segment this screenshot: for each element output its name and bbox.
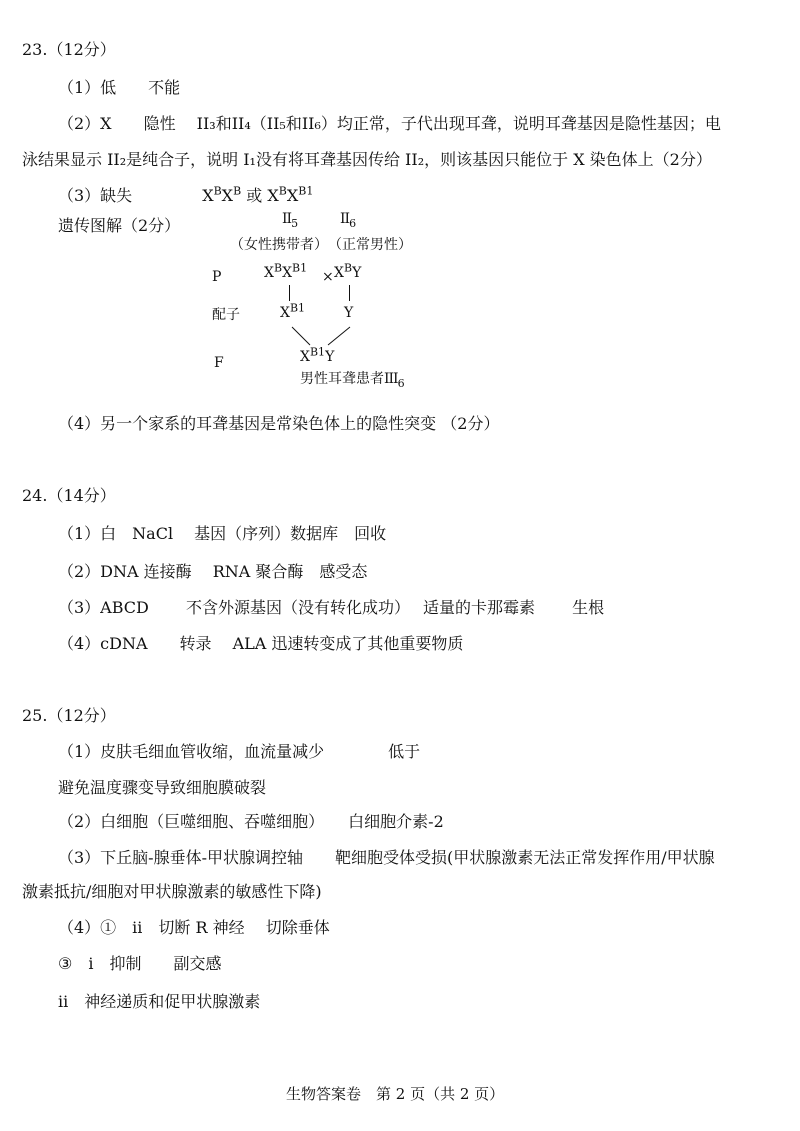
parent-male-genotype: $X^BY$ (334, 261, 362, 281)
parent-female-genotype: $X^BX^{B1}$ (264, 261, 308, 281)
q25-answer-4b: ③ i 抑制 副交感 (58, 954, 222, 973)
q25-answer-1: （1）皮肤毛细血管收缩，血流量减少 低于 (58, 742, 421, 761)
q23-header: 23.（12分） (22, 40, 116, 59)
q25-answer-3-line2: 激素抵抗/细胞对甲状腺激素的敏感性下降) (22, 882, 322, 901)
normal-male-label: （正常男性） (328, 237, 412, 253)
genetic-cross-diagram (200, 205, 460, 395)
genotype-xbxb: $X^BX^B$ (202, 184, 242, 205)
q25-answer-4: （4）① ii 切断 R 神经 切除垂体 (58, 918, 330, 937)
parent-ii5-label: $II_5$ (282, 211, 299, 230)
q25-header: 25.（12分） (22, 706, 116, 725)
page-footer: 生物答案卷 第 2 页（共 2 页） (286, 1085, 505, 1103)
generation-p-label: P (212, 269, 222, 285)
q24-header: 24.（14分） (22, 486, 116, 505)
q24-answer-4: （4）cDNA 转录 ALA 迅速转变成了其他重要物质 (58, 634, 464, 653)
or-text: 或 (246, 186, 263, 205)
q25-answer-4c: ii 神经递质和促甲状腺激素 (58, 992, 261, 1011)
genotype-xbxb1: $X^BX^{B1}$ (267, 184, 314, 205)
offspring-genotype: $X^{B1}Y$ (300, 345, 335, 365)
diagram-caption: 遗传图解（2分） (58, 216, 181, 235)
female-carrier-label: （女性携带者） (230, 237, 328, 253)
offspring-label: 男性耳聋患者$III_6$ (300, 371, 405, 390)
q24-answer-1: （1）白 NaCl 基因（序列）数据库 回收 (58, 524, 387, 543)
q25-answer-1b: 避免温度骤变导致细胞膜破裂 (58, 778, 267, 797)
q23-answer-3-prefix: （3）缺失 (58, 186, 133, 205)
gamete-y: Y (344, 305, 354, 321)
q25-answer-3-line1: （3）下丘脑-腺垂体-甲状腺调控轴 靶细胞受体受损(甲状腺激素无法正常发挥作用/甲状腺 (58, 848, 715, 867)
q23-answer-3 (58, 186, 313, 206)
q23-answer-2-line1: （2）X 隐性 II₃和II₄（II₅和II₆）均正常，子代出现耳聋，说明耳聋基因是隐性基因；电 (58, 114, 721, 133)
parent-ii6-label: $II_6$ (340, 211, 357, 230)
q24-answer-3: （3）ABCD 不含外源基因（没有转化成功） 适量的卡那霉素 生根 (58, 598, 605, 617)
q25-answer-2: （2）白细胞（巨噬细胞、吞噬细胞） 白细胞介素-2 (58, 812, 444, 831)
cross-symbol: × (322, 269, 334, 285)
gamete-xb1: $X^{B1}$ (280, 301, 306, 321)
generation-f-label: F (214, 355, 224, 371)
q23-answer-2-line2: 泳结果显示 II₂是纯合子，说明 I₁没有将耳聋基因传给 II₂，则该基因只能位于 X 染色体上（2分） (22, 150, 712, 169)
q24-answer-2: （2）DNA 连接酶 RNA 聚合酶 感受态 (58, 562, 368, 581)
q23-answer-4: （4）另一个家系的耳聋基因是常染色体上的隐性突变 （2分） (58, 414, 500, 433)
q23-answer-1: （1）低 不能 (58, 78, 181, 97)
gamete-label: 配子 (212, 307, 240, 323)
